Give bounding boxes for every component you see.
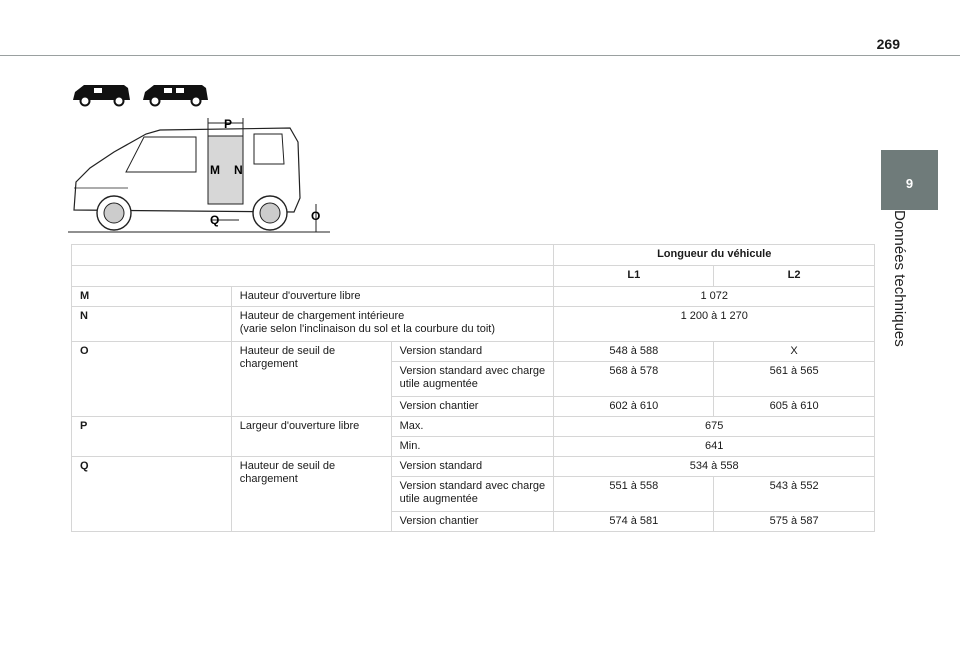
row-sub: Version chantier: [391, 397, 554, 417]
row-l2: X: [714, 342, 875, 362]
header-row: [72, 245, 875, 266]
row-sub: Version standard: [391, 342, 554, 362]
l1-header: L1: [554, 266, 714, 287]
chapter-title-text: Données techniques: [891, 210, 908, 347]
table-row: [72, 342, 875, 362]
label-n: N: [234, 163, 243, 177]
row-key: O: [72, 342, 232, 417]
header-empty: [72, 245, 554, 266]
row-key: N: [72, 307, 232, 342]
row-label-main: Hauteur de chargement intérieure: [239, 310, 405, 322]
vehicle-dimension-diagram: [68, 112, 330, 236]
label-p: P: [224, 117, 233, 131]
page-number: 269: [876, 36, 900, 52]
row-label: Hauteur d'ouverture libre: [231, 287, 554, 307]
row-label: Largeur d'ouverture libre: [231, 417, 391, 457]
row-l1: 574 à 581: [554, 512, 714, 532]
label-o: O: [311, 209, 321, 223]
row-sub: Version chantier: [391, 512, 554, 532]
row-l1: 548 à 588: [554, 342, 714, 362]
chapter-title: [884, 210, 912, 370]
row-value: 1 072: [554, 287, 875, 307]
row-value: 1 200 à 1 270: [554, 307, 875, 342]
row-value: 675: [554, 417, 875, 437]
row-sub: Version standard avec charge utile augmentée: [391, 362, 554, 397]
vehicle-icons: [70, 80, 210, 110]
row-label: [231, 307, 554, 342]
row-label: Hauteur de seuil de chargement: [231, 342, 391, 417]
header-rule: [0, 55, 960, 56]
row-key: M: [72, 287, 232, 307]
row-value: 641: [554, 437, 875, 457]
header-empty: [72, 266, 554, 287]
l2-header: L2: [714, 266, 875, 287]
van-l1-icon: [73, 85, 130, 106]
dimensions-table: [71, 244, 875, 532]
row-l1: 551 à 558: [554, 477, 714, 512]
vehicle-length-header: Longueur du véhicule: [554, 245, 875, 266]
label-q: Q: [210, 213, 220, 227]
row-l2: 543 à 552: [714, 477, 875, 512]
header-row-lengths: [72, 266, 875, 287]
row-label-note: (varie selon l'inclinaison du sol et la courbure du toit): [239, 323, 495, 335]
chapter-tab[interactable]: 9: [881, 150, 938, 210]
label-m: M: [210, 163, 220, 177]
row-label: Hauteur de seuil de chargement: [231, 457, 391, 532]
row-l1: 602 à 610: [554, 397, 714, 417]
van-l2-icon: [143, 85, 208, 106]
row-l2: 561 à 565: [714, 362, 875, 397]
row-l2: 575 à 587: [714, 512, 875, 532]
table-row: [72, 307, 875, 342]
row-key: Q: [72, 457, 232, 532]
row-value: 534 à 558: [554, 457, 875, 477]
row-l1: 568 à 578: [554, 362, 714, 397]
row-sub: Max.: [391, 417, 554, 437]
row-sub: Version standard avec charge utile augmentée: [391, 477, 554, 512]
row-l2: 605 à 610: [714, 397, 875, 417]
row-key: P: [72, 417, 232, 457]
table-row: [72, 457, 875, 477]
row-sub: Version standard: [391, 457, 554, 477]
table-row: [72, 287, 875, 307]
row-sub: Min.: [391, 437, 554, 457]
table-row: [72, 417, 875, 437]
